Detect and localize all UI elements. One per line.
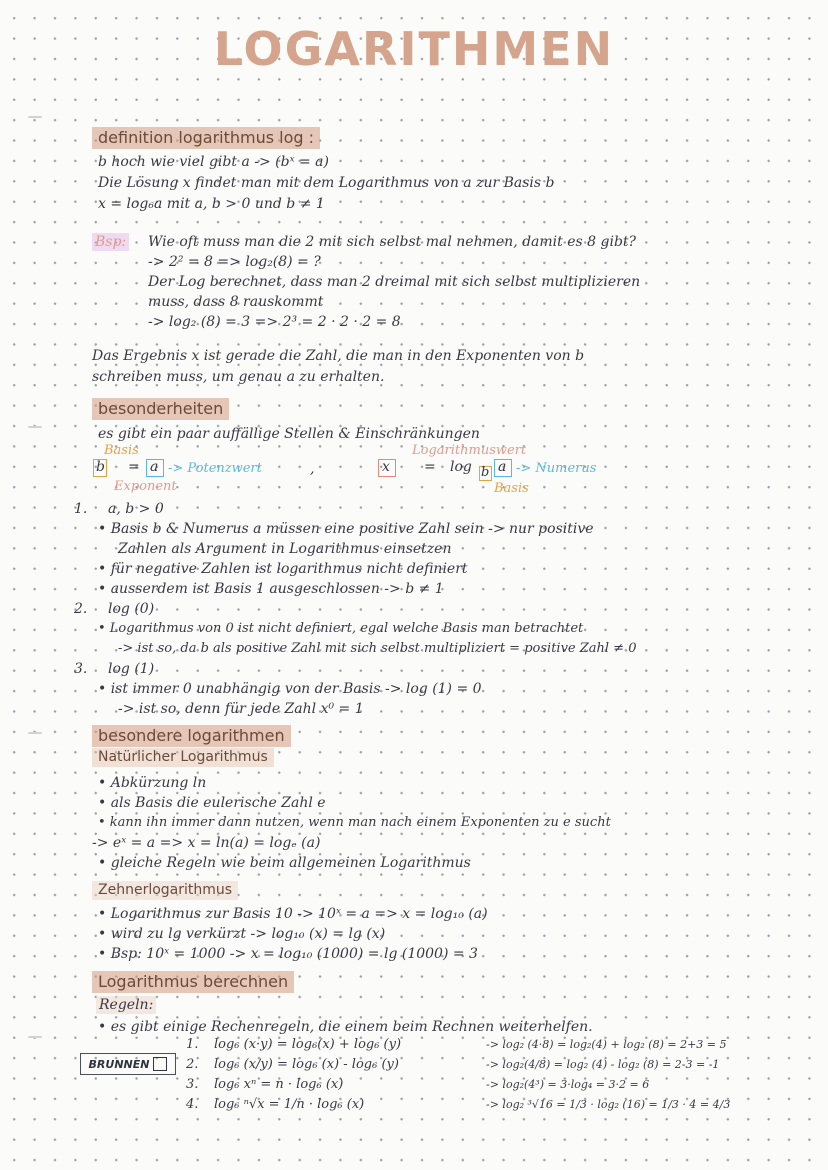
numerus-label: -> Numerus [516, 461, 597, 476]
natural-line-3: • kann ihn immer dann nutzen, wenn man nach einem Exponenten zu e sucht [98, 815, 611, 830]
x-var: x [382, 459, 390, 475]
item-2-line-1: • Logarithmus von 0 ist nicht definiert, egal welche Basis man betrachtet [98, 621, 584, 636]
decimal-line-1: • Logarithmus zur Basis 10 -> 10ˣ = a => x = log₁₀ (a) [98, 906, 488, 922]
item-3-line-2: -> ist so, denn für jede Zahl x⁰ = 1 [118, 701, 364, 717]
margin-mark [28, 732, 42, 734]
item-1-line-1: • Basis b & Numerus a müssen eine positive Zahl sein -> nur positive [98, 521, 594, 537]
rules-heading: Regeln: [96, 996, 156, 1014]
natural-line-5: • gleiche Regeln wie beim allgemeinen Logarithmus [98, 855, 471, 871]
item-1-line-3: • für negative Zahlen ist logarithmus nicht definiert [98, 561, 468, 577]
item-1-num: 1. [74, 501, 88, 517]
rule-2-formula: log₆ (x/y) = log₆ (x) - log₆ (y) [214, 1057, 399, 1072]
rule-3-num: 3. [186, 1077, 199, 1092]
basis-label: Basis [104, 443, 139, 458]
decimal-line-3: • Bsp: 10ˣ = 1000 -> x = log₁₀ (1000) = lg (1000) = 3 [98, 946, 478, 962]
example-line-5: -> log₂ (8) = 3 => 2³ = 2 · 2 · 2 = 8 [148, 314, 401, 330]
example-conclusion-1: Das Ergebnis x ist gerade die Zahl, die man in den Exponenten von b [92, 348, 585, 364]
basis-label-2: Basis [494, 481, 529, 496]
natural-log-heading: Natürlicher Logarithmus [92, 748, 274, 767]
rule-2-num: 2. [186, 1057, 199, 1072]
logwert-label: Logarithmuswert [412, 443, 527, 458]
exponent-label: Exponent [114, 479, 177, 494]
rule-3-example: -> log₂(4³) = 3·log₄ = 3·2 = 6 [486, 1078, 650, 1091]
brand-mark-icon [153, 1057, 167, 1071]
example-line-1: Wie oft muss man die 2 mit sich selbst mal nehmen, damit es 8 gibt? [148, 234, 637, 250]
example-conclusion-2: schreiben muss, um genau a zu erhalten. [92, 369, 385, 385]
decimal-log-heading: Zehnerlogarithmus [92, 881, 238, 900]
item-2-head: log (0) [108, 601, 155, 617]
rule-4-num: 4. [186, 1097, 199, 1112]
a-var: a [150, 459, 159, 475]
brand-name: BRUNNEN [88, 1057, 150, 1071]
definition-heading: definition logarithmus log : [92, 127, 320, 149]
rule-1-num: 1. [186, 1037, 199, 1052]
natural-line-1: • Abkürzung ln [98, 775, 207, 791]
brand-logo [80, 1053, 176, 1075]
equals-sign: = [128, 459, 140, 475]
log-base-var: b [481, 465, 490, 480]
rule-3-formula: log₆ xⁿ = n · log₆ (x) [214, 1077, 344, 1092]
item-3-head: log (1) [108, 661, 155, 677]
example-line-4: muss, dass 8 rauskommt [148, 294, 324, 310]
decimal-line-2: • wird zu lg verkürzt -> log₁₀ (x) = lg (x) [98, 926, 386, 942]
special-logs-heading: besondere logarithmen [92, 725, 291, 747]
example-line-2: -> 2² = 8 => log₂(8) = ? [148, 254, 321, 270]
natural-line-2: • als Basis die eulerische Zahl e [98, 795, 326, 811]
item-1-head: a, b > 0 [108, 501, 164, 517]
definition-line-1: b hoch wie viel gibt a -> (bˣ = a) [98, 154, 329, 170]
log-word: log [450, 459, 472, 475]
rule-4-formula: log₆ ⁿ√x = 1/n · log₆ (x) [214, 1097, 365, 1112]
item-1-line-2: Zahlen als Argument in Logarithmus einsetzen [118, 541, 452, 557]
item-2-line-2: -> ist so, da b als positive Zahl mit sich selbst multipliziert = positive Zahl ≠ 0 [118, 641, 637, 656]
numerus-var: a [498, 459, 507, 475]
margin-mark [28, 426, 42, 428]
margin-mark [28, 116, 42, 118]
diagram-comma: , [310, 461, 315, 477]
special-intro: es gibt ein paar auffällige Stellen & Einschränkungen [98, 426, 480, 442]
definition-line-3: x = log₆a mit a, b > 0 und b ≠ 1 [98, 196, 325, 212]
equals-sign-2: = [424, 459, 436, 475]
base-var: b [96, 459, 105, 475]
item-2-num: 2. [74, 601, 88, 617]
item-1-line-4: • ausserdem ist Basis 1 ausgeschlossen -> b ≠ 1 [98, 581, 444, 597]
margin-mark [28, 1036, 42, 1038]
page-title: LOGARITHMEN [213, 22, 615, 76]
example-line-3: Der Log berechnet, dass man 2 dreimal mit sich selbst multiplizieren [148, 274, 641, 290]
item-3-line-1: • ist immer 0 unabhängig von der Basis -> log (1) = 0 [98, 681, 482, 697]
rules-intro: • es gibt einige Rechenregeln, die einem beim Rechnen weiterhelfen. [98, 1019, 593, 1035]
calc-heading: Logarithmus berechnen [92, 971, 294, 993]
rule-4-example: -> log₂ ³√16 = 1/3 · log₂ (16) = 1/3 · 4 = 4/3 [486, 1098, 731, 1111]
rule-1-formula: log₆ (x·y) = log₆(x) + log₆ (y) [214, 1037, 402, 1052]
potenzwert-label: -> Potenzwert [168, 461, 262, 476]
example-label: Bsp: [92, 233, 129, 251]
special-heading: besonderheiten [92, 398, 229, 420]
definition-line-2: Die Lösung x findet man mit dem Logarithmus von a zur Basis b [98, 175, 555, 191]
item-3-num: 3. [74, 661, 88, 677]
rule-2-example: -> log₂(4/8) = log₂ (4) - log₂ (8) = 2-3 = -1 [486, 1058, 720, 1071]
rule-1-example: -> log₂ (4·8) = log₂(4) + log₂ (8) = 2+3 = 5 [486, 1038, 727, 1051]
natural-line-4: -> eˣ = a => x = ln(a) = logₑ (a) [92, 835, 321, 851]
